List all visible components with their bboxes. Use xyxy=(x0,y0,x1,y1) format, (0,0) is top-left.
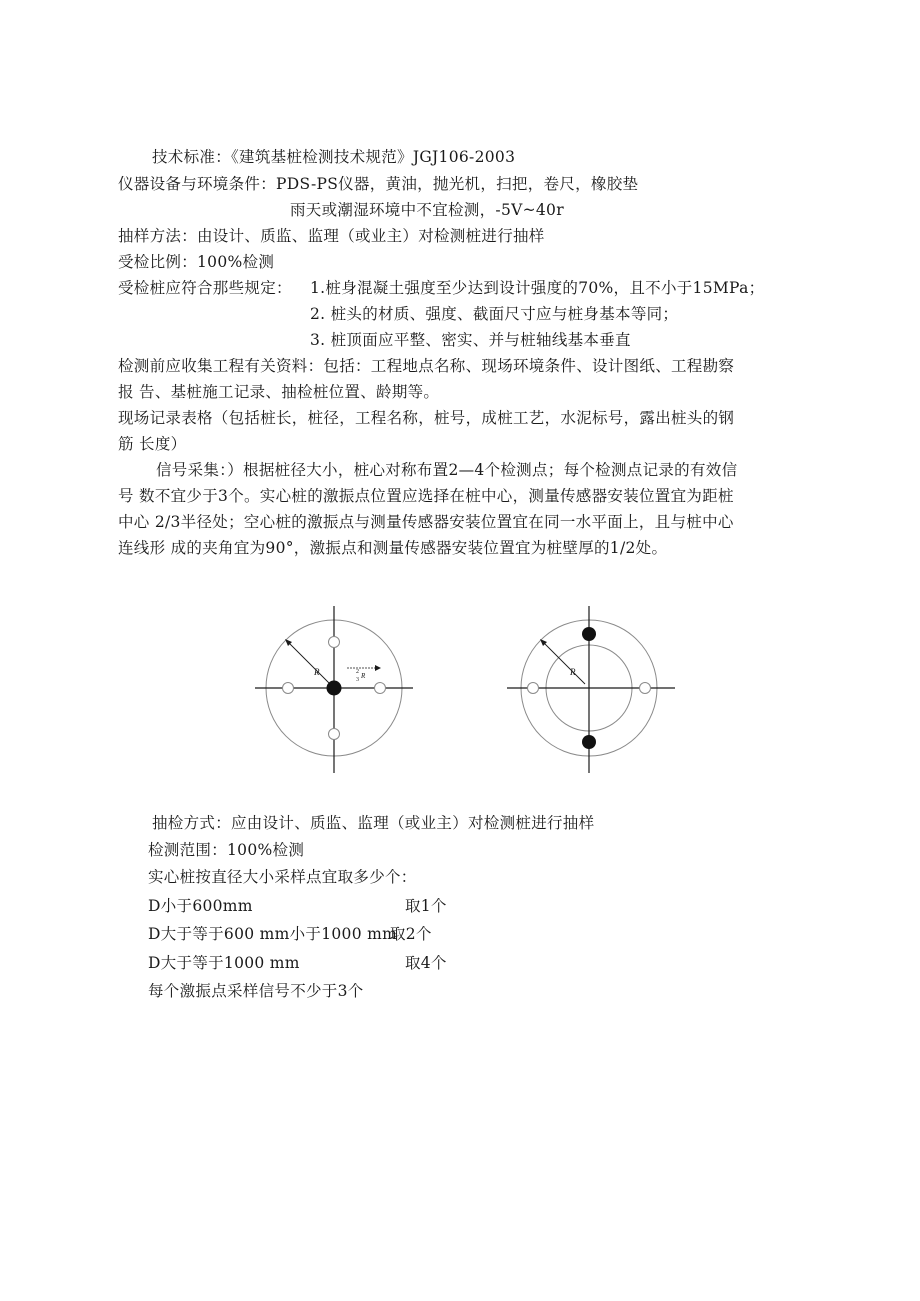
excitation-point xyxy=(327,681,342,696)
two-thirds-arrowhead xyxy=(375,665,381,671)
fraction-num: 2 xyxy=(356,669,359,675)
record-line-2: 筋 长度） xyxy=(118,435,187,453)
ratio-line: 受检比例：100%检测 xyxy=(118,253,275,271)
method-line: 抽检方式：应由设计、质监、监理（或业主）对检测桩进行抽样 xyxy=(152,814,595,832)
sensor-point xyxy=(528,683,539,694)
radius-label: R xyxy=(314,667,320,677)
excitation-point xyxy=(582,735,596,749)
signal-line-2: 号 数不宜少于3个。实心桩的激振点位置应选择在桩中心，测量传感器安装位置宜为距桩 xyxy=(118,487,734,505)
sensor-point xyxy=(283,683,294,694)
equipment-line-2: 雨天或潮湿环境中不宜检测，-5V~40r xyxy=(290,201,564,219)
radius-label: R xyxy=(570,667,576,677)
prep-line-2: 报 告、基桩施工记录、抽检桩位置、龄期等。 xyxy=(118,383,440,401)
solid-pile-diagram xyxy=(255,605,415,775)
excitation-point xyxy=(582,627,596,641)
row-value: 取2个 xyxy=(390,925,432,943)
radius-line xyxy=(542,641,585,684)
row-condition: D大于等于600 mm小于1000 mm xyxy=(148,925,398,943)
scope-line: 检测范围：100%检测 xyxy=(148,841,305,859)
hollow-pile-diagram xyxy=(505,605,680,775)
record-line-1: 现场记录表格（包括桩长，桩径，工程名称，桩号，成桩工艺，水泥标号，露出桩头的钢 xyxy=(118,409,735,427)
sensor-point xyxy=(329,729,340,740)
standard-line: 技术标准：《建筑基桩检测技术规范》JGJ106-2003 xyxy=(152,148,516,166)
equipment-line-1: 仪器设备与环境条件：PDS-PS仪器，黄油，抛光机，扫把，卷尺，橡胶垫 xyxy=(118,175,639,193)
row-value: 取1个 xyxy=(405,897,447,915)
row-value: 取4个 xyxy=(405,954,447,972)
sampling-method-line: 抽样方法：由设计、质监、监理（或业主）对检测桩进行抽样 xyxy=(118,227,545,245)
note-line: 每个激振点采样信号不少于3个 xyxy=(148,982,364,1000)
signal-line-4: 连线形 成的夹角宜为90°，激振点和测量传感器安装位置宜为桩壁厚的1/2处。 xyxy=(118,539,668,557)
sensor-point xyxy=(329,637,340,648)
radius-line xyxy=(287,641,330,684)
sensor-point xyxy=(640,683,651,694)
sensor-point xyxy=(375,683,386,694)
fraction-r: R xyxy=(361,672,366,680)
row-condition: D大于等于1000 mm xyxy=(148,954,300,972)
rule-item: 2. 桩头的材质、强度、截面尺寸应与桩身基本等同； xyxy=(310,305,679,323)
prep-line-1: 检测前应收集工程有关资料：包括：工程地点名称、现场环境条件、设计图纸、工程勘察 xyxy=(118,357,735,375)
signal-line-3: 中心 2/3半径处；空心桩的激振点与测量传感器安装位置宜在同一水平面上，且与桩中心 xyxy=(118,513,734,531)
question-line: 实心桩按直径大小采样点宜取多少个： xyxy=(148,868,417,886)
rule-item: 3. 桩顶面应平整、密实、并与桩轴线基本垂直 xyxy=(310,331,631,349)
rules-label: 受检桩应符合那些规定： xyxy=(118,279,292,297)
signal-line-1: 信号采集：）根据桩径大小，桩心对称布置2—4个检测点；每个检测点记录的有效信 xyxy=(156,461,738,479)
fraction-den: 3 xyxy=(356,677,359,683)
rule-item: 1.桩身混凝土强度至少达到设计强度的70%，且不小于15MPa； xyxy=(310,279,765,297)
row-condition: D小于600mm xyxy=(148,897,253,915)
